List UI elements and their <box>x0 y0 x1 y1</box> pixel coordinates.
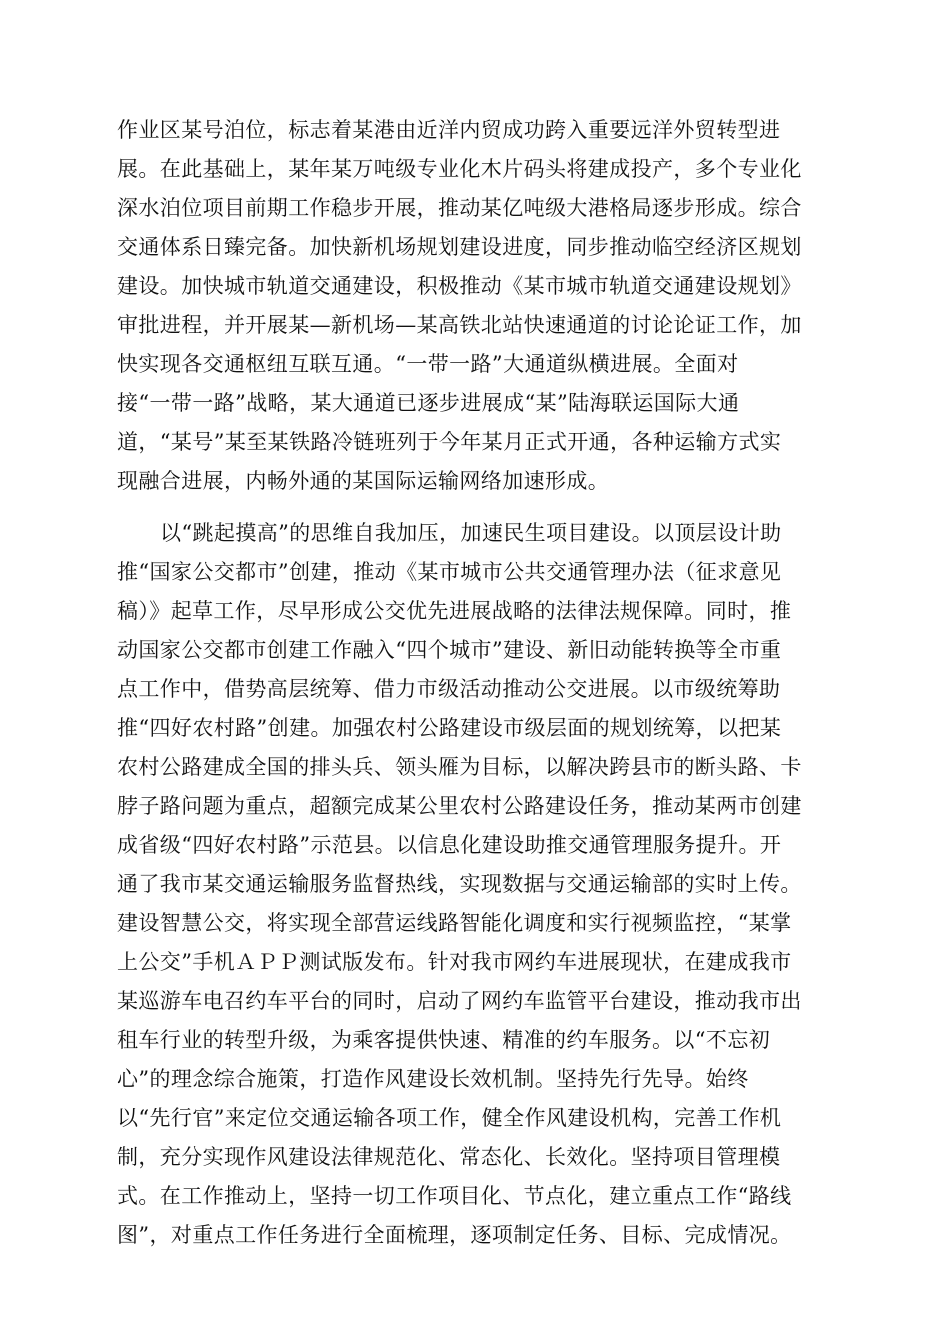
paragraph-1-line-3: 深水泊位项目前期工作稳步开展，推动某亿吨级大港格局逐步形成。综合 <box>117 196 802 220</box>
paragraph-2-line-6: 推“四好农村路”创建。加强农村公路建设市级层面的规划统筹，以把某 <box>117 716 782 740</box>
paragraph-2-line-12: 上公交”手机ＡＰＰ测试版发布。针对我市网约车进展现状，在建成我市 <box>117 950 792 974</box>
paragraph-1-line-9: 道，“某号”某至某铁路冷链班列于今年某月正式开通，各种运输方式实 <box>117 430 782 454</box>
paragraph-2-line-16: 以“先行官”来定位交通运输各项工作，健全作风建设机构，完善工作机 <box>117 1106 782 1130</box>
paragraph-1-line-6: 审批进程，并开展某—新机场—某高铁北站快速通道的讨论论证工作，加 <box>117 313 802 337</box>
paragraph-2-line-2: 推“国家公交都市”创建，推动《某市城市公共交通管理办法（征求意见 <box>117 560 782 584</box>
paragraph-2-line-3: 稿）》起草工作，尽早形成公交优先进展战略的法律法规保障。同时，推 <box>117 599 792 623</box>
paragraph-2-line-14: 租车行业的转型升级，为乘客提供快速、精准的约车服务。以“不忘初 <box>117 1028 771 1052</box>
paragraph-2-line-13: 某巡游车电召约车平台的同时，启动了网约车监管平台建设，推动我市出 <box>117 989 802 1013</box>
paragraph-2-line-17: 制，充分实现作风建设法律规范化、常态化、长效化。坚持项目管理模 <box>117 1145 781 1169</box>
paragraph-2-line-11: 建设智慧公交，将实现全部营运线路智能化调度和实行视频监控，“某掌 <box>117 911 792 935</box>
paragraph-1-line-2: 展。在此基础上，某年某万吨级专业化木片码头将建成投产，多个专业化 <box>117 157 802 181</box>
paragraph-1-line-5: 建设。加快城市轨道交通建设，积极推动《某市城市轨道交通建设规划》 <box>117 274 802 298</box>
paragraph-2-line-19: 图”，对重点工作任务进行全面梳理，逐项制定任务、目标、完成情况。 <box>117 1223 792 1247</box>
paragraph-1-line-7: 快实现各交通枢纽互联互通。“一带一路”大通道纵横进展。全面对 <box>117 352 739 376</box>
paragraph-2-line-7: 农村公路建成全国的排头兵、领头雁为目标，以解决跨县市的断头路、卡 <box>117 755 802 779</box>
paragraph-2-line-18: 式。在工作推动上，坚持一切工作项目化、节点化，建立重点工作“路线 <box>117 1184 792 1208</box>
paragraph-1-line-4: 交通体系日臻完备。加快新机场规划建设进度，同步推动临空经济区规划 <box>117 235 802 259</box>
paragraph-2-line-9: 成省级“四好农村路”示范县。以信息化建设助推交通管理服务提升。开 <box>117 833 782 857</box>
paragraph-2-line-5: 点工作中，借势高层统筹、借力市级活动推动公交进展。以市级统筹助 <box>117 677 781 701</box>
paragraph-1-line-8: 接“一带一路”战略，某大通道已逐步进展成“某”陆海联运国际大通 <box>117 391 740 415</box>
paragraph-2-line-15: 心”的理念综合施策，打造作风建设长效机制。坚持先行先导。始终 <box>117 1067 749 1091</box>
paragraph-2-line-4: 动国家公交都市创建工作融入“四个城市”建设、新旧动能转换等全市重 <box>117 638 782 662</box>
paragraph-1-line-1: 作业区某号泊位，标志着某港由近洋内贸成功跨入重要远洋外贸转型进 <box>117 118 781 142</box>
paragraph-2-line-8: 脖子路问题为重点，超额完成某公里农村公路建设任务，推动某两市创建 <box>117 794 802 818</box>
paragraph-2-line-1: 以“跳起摸高”的思维自我加压，加速民生项目建设。以顶层设计助 <box>160 521 782 545</box>
paragraph-2-line-10: 通了我市某交通运输服务监督热线，实现数据与交通运输部的实时上传。 <box>117 872 802 896</box>
paragraph-1-line-10: 现融合进展，内畅外通的某国际运输网络加速形成。 <box>117 469 610 493</box>
